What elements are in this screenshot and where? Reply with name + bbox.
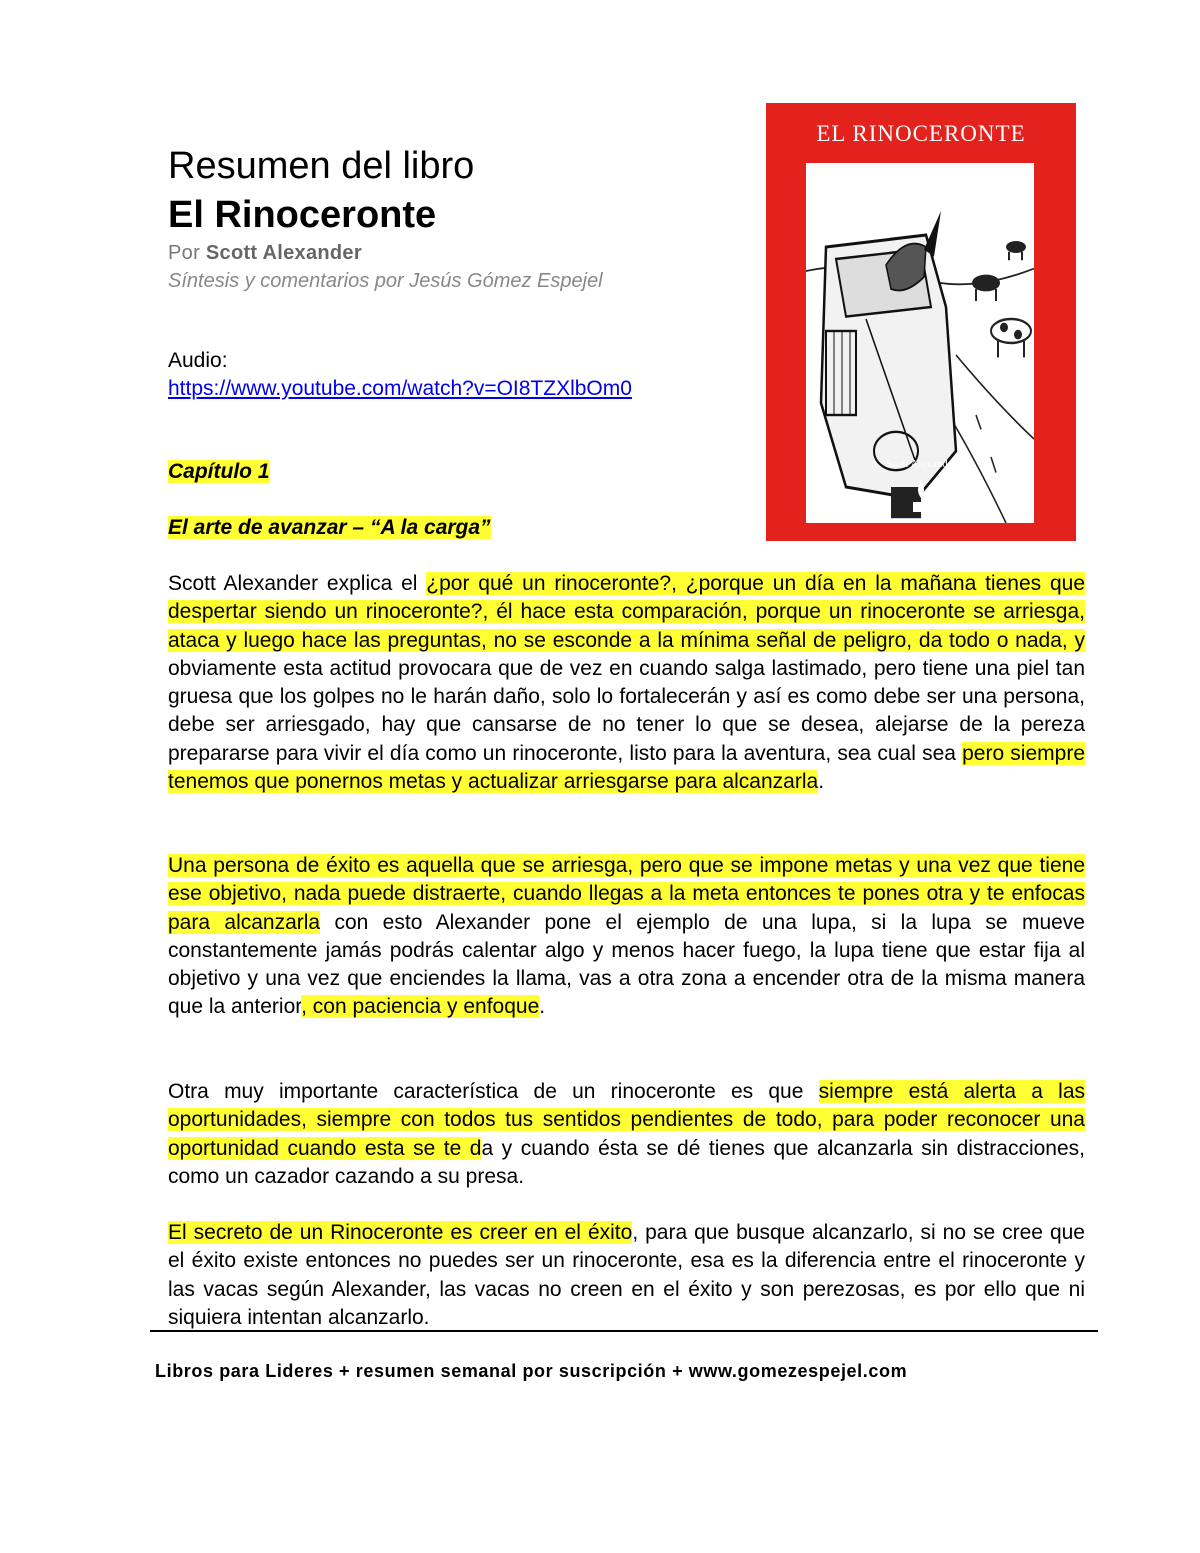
p3-text-b: a y cuando ésta se dé tienes que alcanzarla sin distracciones, como un cazador cazando a su presa. (168, 1136, 1085, 1188)
p1-text-b: obviamente esta actitud provocara que de vez en cuando salga lastimado, pero tiene una piel tan gruesa que los golpes no le harán daño, solo lo fortalecerán y así es como debe ser una persona, debe ser arriesgado, hay que cansarse de no tener lo que se desea, alejarse de la pereza prepararse para vivir el día como un rinoceronte, listo para la aventura, sea cual sea (168, 656, 1085, 765)
footer-text: Libros para Lideres + resumen semanal por suscripción + www.gomezespejel.com (155, 1361, 908, 1381)
audio-label: Audio: (168, 349, 228, 372)
p1-highlight-b: pero siempre tenemos que ponernos metas y actualizar arriesgarse para alcanzarla (168, 741, 1085, 794)
cover-author: Scott Alexander (885, 458, 957, 470)
audio-youtube-link[interactable]: https://www.youtube.com/watch?v=OI8TZXlbOm0 (168, 377, 632, 400)
paragraph-3 (168, 1078, 1085, 1191)
p2-text-b: . (539, 995, 546, 1019)
synthesis-credit: Síntesis y comentarios por Jesús Gómez Espejel (168, 270, 603, 292)
p1-text-a: Scott Alexander explica el (168, 572, 427, 595)
cover-title: EL RINOCERONTE (816, 121, 1026, 146)
paragraph-4 (168, 1219, 1085, 1332)
p2-highlight-b: , con paciencia y enfoque (301, 995, 540, 1019)
page-title-book-name: El Rinoceronte (168, 194, 437, 236)
section-title: El arte de avanzar – “A la carga” (168, 516, 491, 539)
author-name: Scott Alexander (205, 242, 362, 264)
book-cover (766, 103, 1076, 541)
p3-highlight: siempre está alerta a las oportunidades, siempre con todos tus sentidos pendientes de todo, para poder reconocer una oportunidad cuando esta se te d (168, 1080, 1086, 1160)
chapter-label: Capítulo 1 (168, 460, 270, 483)
publisher-logo-icon (911, 478, 931, 518)
paragraph-1 (168, 570, 1085, 796)
p4-text: , para que busque alcanzarlo, si no se cree que el éxito existe entonces no puedes ser un rinoceronte, esa es la diferencia entre el rinoceronte y las vacas según Alexander, las vacas no creen en el éxito y son perezosas, es por ello que ni siquiera intentan alcanzarlo. (168, 1221, 1085, 1329)
paragraph-2 (168, 852, 1085, 1022)
page-title-line1: Resumen del libro (168, 145, 475, 187)
section-heading (168, 514, 491, 542)
p1-highlight-a: ¿por qué un rinoceronte?, ¿porque un día en la mañana tienes que despertar siendo un rinoceronte?, él hace esta comparación, porque un rinoceronte se arriesga, ataca y luego hace las preguntas, no se esconde a la mínima señal de peligro, da todo o nada, y (168, 572, 1086, 652)
p3-text-a: Otra muy importante característica de un rinoceronte es que (168, 1080, 819, 1103)
p1-text-c: . (818, 770, 825, 794)
author-line (168, 240, 362, 266)
chapter-heading (168, 458, 270, 486)
p2-highlight-a: Una persona de éxito es aquella que se arriesga, pero que se impone metas y una vez que tiene ese objetivo, nada puede distraerte, cuando llegas a la meta entonces te pones otra y te enfocas para alcanzarla (168, 854, 1085, 934)
p4-highlight: El secreto de un Rinoceronte es creer en el éxito (168, 1221, 633, 1244)
p2-text-a: con esto Alexander pone el ejemplo de una lupa, si la lupa se mueve constantemente jamás podrás calentar algo y menos hacer fuego, la lupa tiene que estar fija al objetivo y una vez que enciendes la llama, vas a otra zona a encender otra de la misma manera que la anterior (168, 910, 1085, 1019)
author-prefix: Por (168, 242, 206, 264)
footer-divider (150, 1330, 1098, 1332)
